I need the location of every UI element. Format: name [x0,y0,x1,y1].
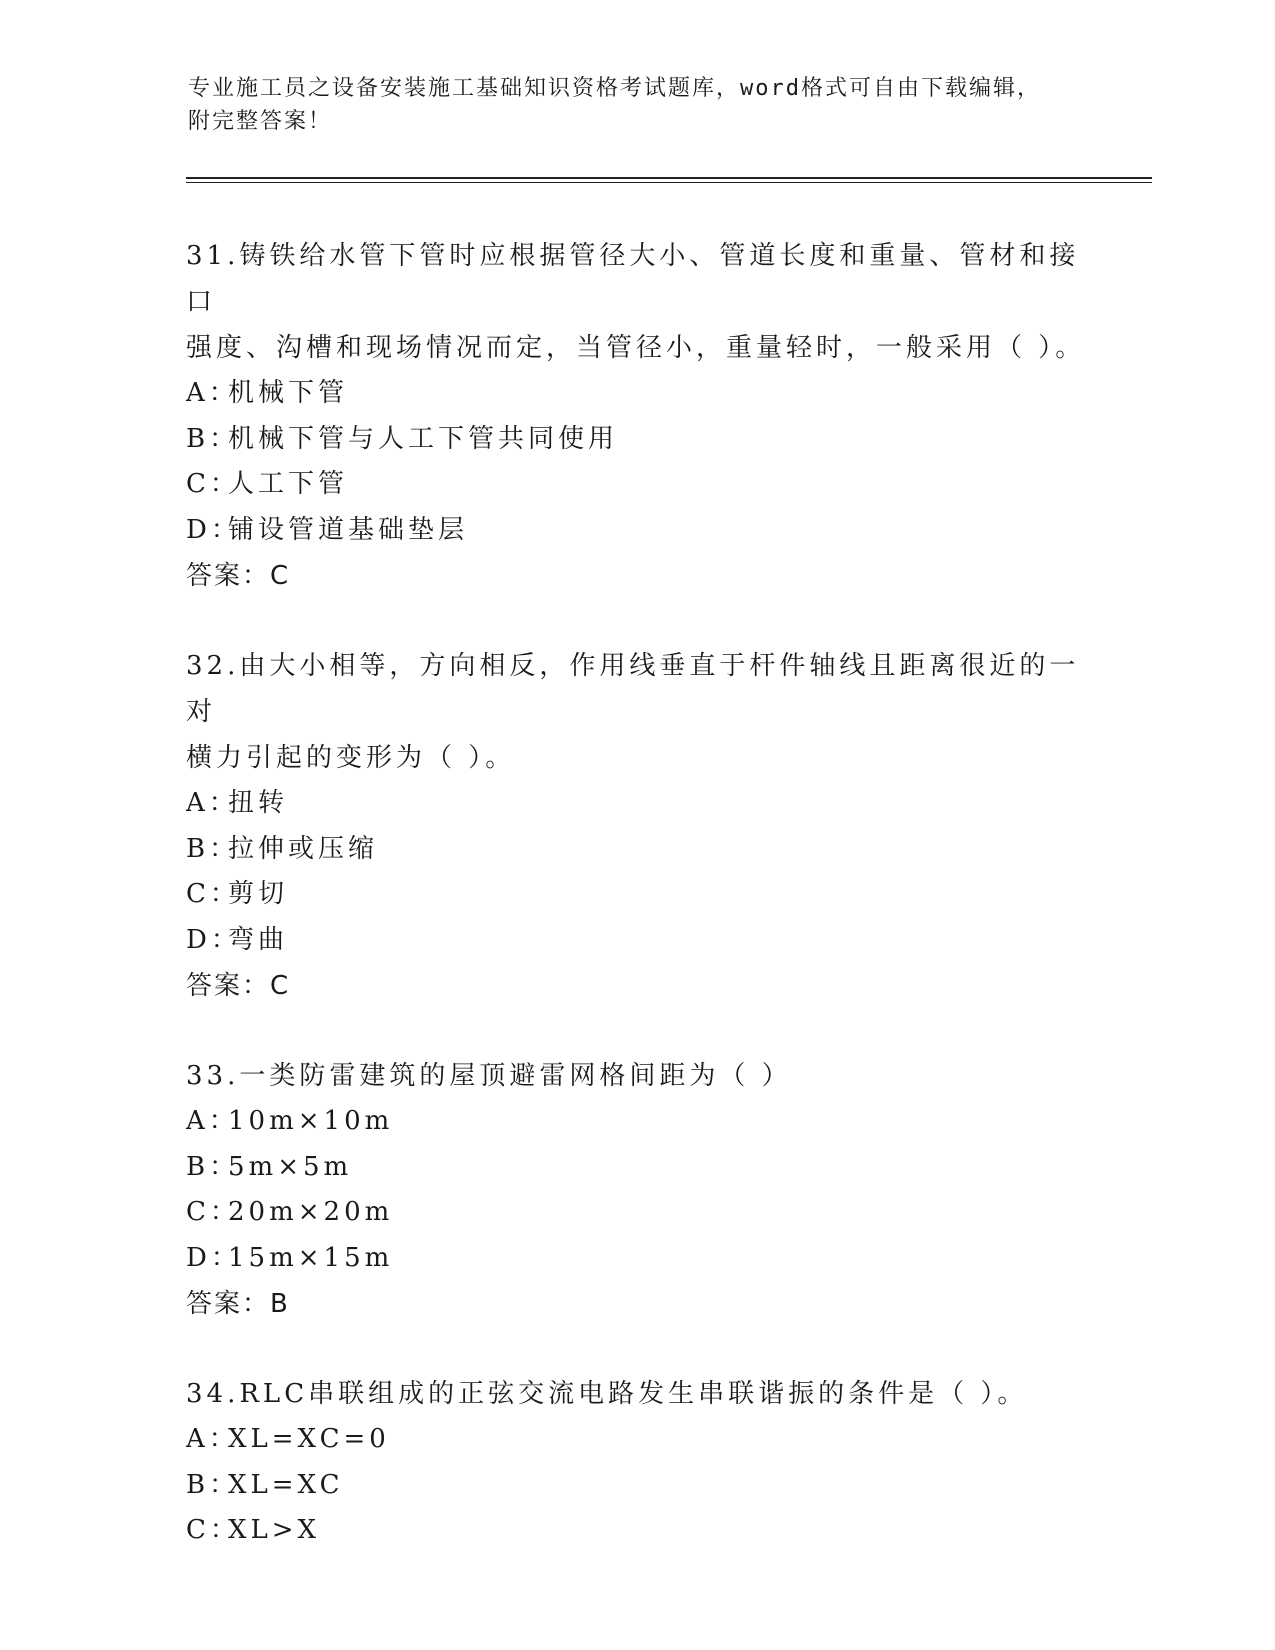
header-divider [186,177,1152,183]
question-34 [186,1371,1086,1554]
option-text: 拉伸或压缩 [228,833,379,864]
option-text: 剪切 [228,879,289,909]
option-key: B： [186,833,240,864]
option-text: 10m×10m [228,1106,394,1136]
option-c [186,1190,1086,1236]
header-line-1: 专业施工员之设备安装施工基础知识资格考试题库，word格式可自由下载编辑， [188,76,1041,101]
option-text: XL=XC=0 [228,1424,390,1454]
question-stem-line: 横力引起的变形为（ ）。 [186,743,516,773]
question-stem-line: 强度、沟槽和现场情况而定，当管径小，重量轻时，一般采用（ ）。 [186,333,1086,363]
option-text: XL>X [228,1515,321,1545]
option-text: 人工下管 [228,469,349,499]
option-text: 15m×15m [228,1242,394,1273]
option-key: D： [186,924,241,955]
option-key: B： [186,423,240,454]
option-key: C： [186,879,240,909]
option-c [186,1508,1086,1554]
question-stem-line: 31.铸铁给水管下管时应根据管径大小、管道长度和重量、管材和接口 [186,241,1080,317]
option-key: B： [186,1469,240,1500]
question-list [186,233,1086,1598]
answer-line: 答案：B [186,1289,290,1319]
option-text: XL=XC [228,1469,344,1500]
option-key: D： [186,1242,241,1273]
option-key: A： [186,1106,239,1136]
option-text: 扭转 [228,788,289,818]
document-header [188,72,1068,138]
option-a [186,1417,1086,1463]
option-key: A： [186,1424,239,1454]
option-c [186,462,1086,508]
question-stem-line: 34.RLC串联组成的正弦交流电路发生串联谐振的条件是（ ）。 [186,1379,1028,1409]
option-d [186,918,1086,964]
option-key: C： [186,469,240,499]
option-a [186,371,1086,417]
option-key: B： [186,1151,240,1182]
option-a [186,781,1086,827]
option-c [186,872,1086,918]
answer-line: 答案：C [186,971,291,1001]
question-32 [186,643,1086,1009]
option-b [186,417,1086,463]
option-text: 20m×20m [228,1197,394,1227]
question-33 [186,1053,1086,1327]
option-b [186,1463,1086,1509]
answer-line: 答案：C [186,561,291,591]
option-text: 机械下管 [228,378,349,408]
option-key: A： [186,788,239,818]
option-text: 弯曲 [228,924,289,955]
option-key: C： [186,1197,240,1227]
option-b [186,1145,1086,1191]
option-key: D： [186,514,241,545]
option-d [186,1236,1086,1282]
option-text: 铺设管道基础垫层 [228,514,469,545]
question-stem-line: 32.由大小相等，方向相反，作用线垂直于杆件轴线且距离很近的一对 [186,651,1080,727]
option-d [186,508,1086,554]
option-b [186,827,1086,873]
option-key: A： [186,378,239,408]
header-line-2: 附完整答案！ [188,109,333,134]
question-stem-line: 33.一类防雷建筑的屋顶避雷网格间距为（ ） [186,1061,792,1091]
option-text: 5m×5m [228,1151,353,1182]
option-text: 机械下管与人工下管共同使用 [228,423,619,454]
option-a [186,1099,1086,1145]
question-31 [186,233,1086,599]
option-key: C： [186,1515,240,1545]
